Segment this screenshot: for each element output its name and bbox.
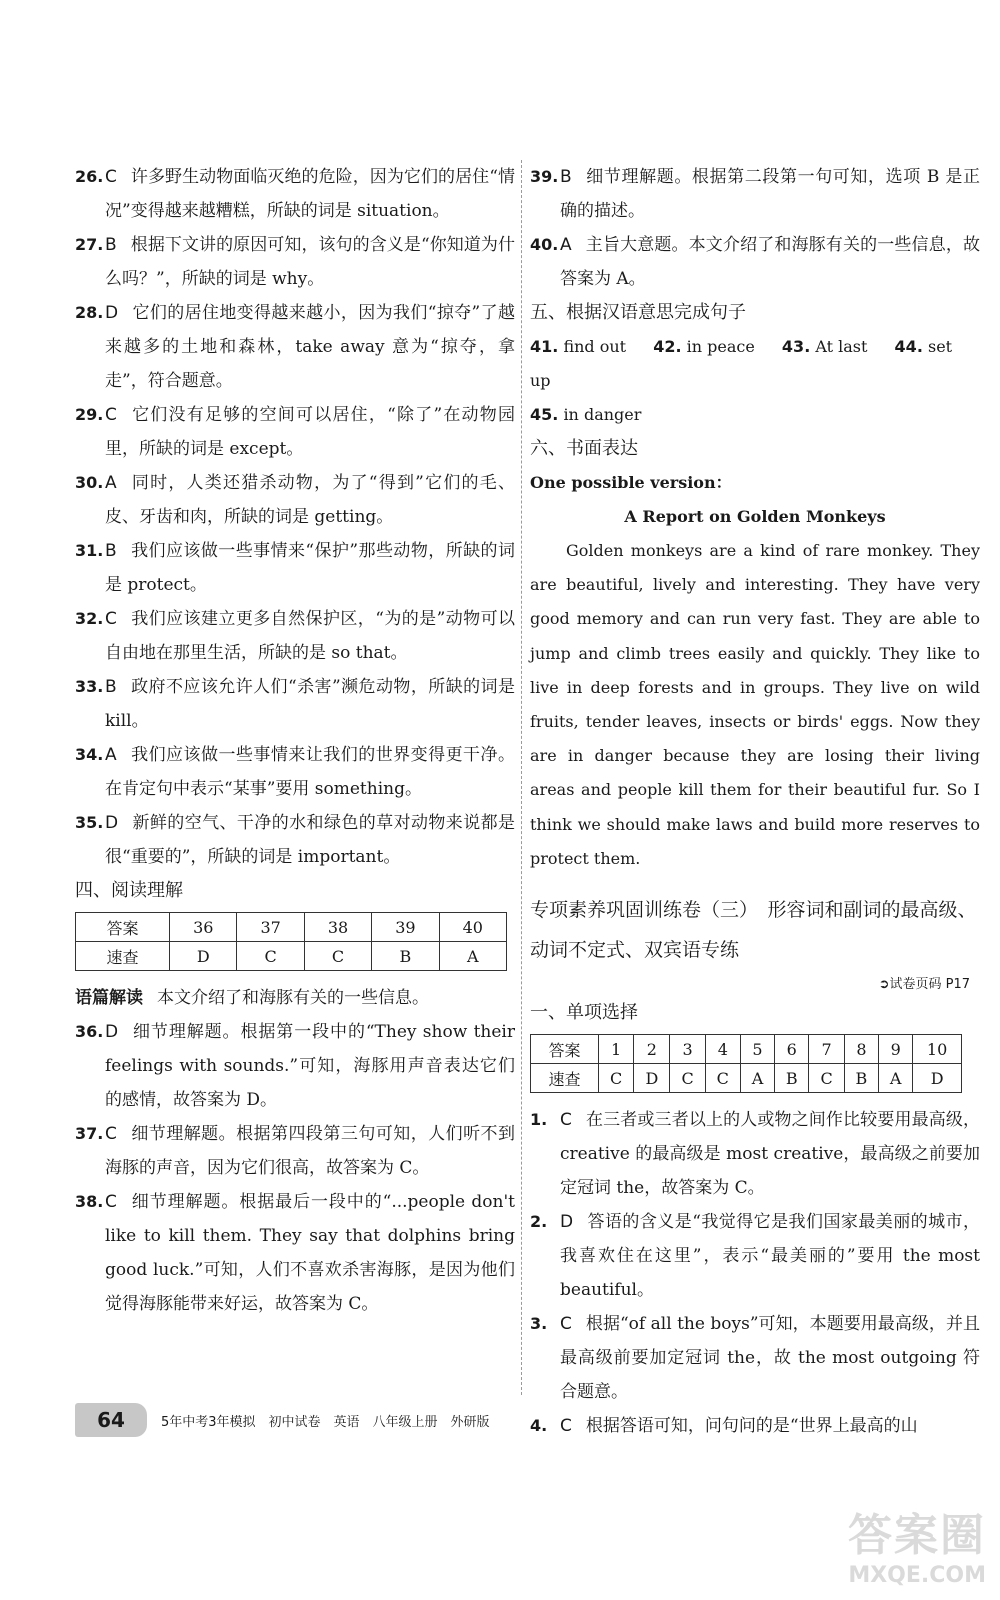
- answer-table-reading: [75, 912, 507, 971]
- table-cell: 10: [913, 1035, 962, 1064]
- phrase-item: [530, 405, 641, 424]
- table-cell: 4: [705, 1035, 740, 1064]
- answer-item: [530, 1307, 980, 1409]
- essay-body: Golden monkeys are a kind of rare monkey. They are beautiful, lively and interesting. They have very good memory and can run very fast. They are able to jump and climb trees easily and quickly. They like to live in deep forests and in groups. They live on wild fruits, tender leaves, insects or birds' eggs. Now they are in danger because they are losing their living areas and people kill them for their beautiful fur. So I think we should make laws and build more reserves to protect them.: [530, 541, 980, 868]
- item-number: 27.: [75, 235, 104, 254]
- item-answer: C: [105, 405, 117, 425]
- page-number: 64: [75, 1403, 147, 1437]
- item-number: 40.: [530, 235, 559, 254]
- table-cell: 答案: [76, 913, 170, 942]
- phrase-number: 42.: [653, 337, 682, 356]
- item-text: 新鲜的空气、干净的水和绿色的草对动物来说都是很“重要的”，所缺的词是 important。: [105, 813, 515, 867]
- table-row: [531, 1064, 962, 1093]
- item-answer: B: [105, 541, 117, 561]
- table-cell: D: [634, 1064, 670, 1093]
- item-number: 36.: [75, 1022, 104, 1041]
- answer-item: [75, 738, 515, 806]
- item-answer: C: [105, 1192, 117, 1212]
- table-cell: B: [844, 1064, 878, 1093]
- answer-item: [75, 160, 515, 228]
- table-cell: 1: [599, 1035, 634, 1064]
- table-cell: C: [670, 1064, 705, 1093]
- table-cell: A: [740, 1064, 774, 1093]
- phrase-number: 44.: [894, 337, 923, 356]
- item-answer: A: [105, 745, 117, 765]
- table-cell: 8: [844, 1035, 878, 1064]
- item-text: 主旨大意题。本文介绍了和海豚有关的一些信息，故答案为 A。: [560, 235, 980, 289]
- table-cell: 3: [670, 1035, 705, 1064]
- note-label: 语篇解读: [75, 988, 143, 1008]
- table-cell: 速查: [531, 1064, 599, 1093]
- table-row: [531, 1035, 962, 1064]
- answer-table-choice: [530, 1034, 962, 1093]
- item-number: 37.: [75, 1124, 104, 1143]
- answer-item: [75, 806, 515, 874]
- item-text: 细节理解题。根据最后一段中的“...people don't like to kill them. They say that dolphins bring good luck.”可知，人们不喜欢杀害海豚，是因为他们觉得海豚能带来好运，故答案为 C。: [105, 1192, 515, 1314]
- note-text: 本文介绍了和海豚有关的一些信息。: [157, 988, 429, 1008]
- item-answer: D: [105, 303, 119, 323]
- item-number: 30.: [75, 473, 104, 492]
- item-text: 根据答语可知，问句问的是“世界上最高的山: [585, 1416, 918, 1437]
- item-number: 39.: [530, 167, 559, 186]
- page-footer: [75, 1403, 490, 1437]
- table-row: [76, 942, 507, 971]
- item-answer: B: [560, 167, 572, 187]
- section-heading-writing: 六、书面表达: [530, 438, 638, 459]
- answer-item: [75, 602, 515, 670]
- table-cell: 6: [775, 1035, 809, 1064]
- answer-item: [75, 296, 515, 398]
- item-text: 许多野生动物面临灭绝的危险，因为它们的居住“情况”变得越来越糟糕，所缺的词是 situation。: [105, 167, 515, 221]
- watermark: [848, 1499, 986, 1588]
- item-answer: C: [105, 1124, 117, 1144]
- table-cell: B: [775, 1064, 809, 1093]
- item-answer: C: [560, 1416, 572, 1437]
- item-number: 31.: [75, 541, 104, 560]
- answer-item: [75, 398, 515, 466]
- answers-36-38: [75, 1015, 515, 1321]
- item-number: 2.: [530, 1212, 548, 1232]
- phrase-number: 41.: [530, 337, 559, 356]
- item-answer: C: [560, 1314, 572, 1335]
- item-text: 同时，人类还猎杀动物，为了“得到”它们的毛、皮、牙齿和肉，所缺的词是 getting。: [105, 473, 515, 527]
- phrase-number: 45.: [530, 405, 559, 424]
- special-training-title: 专项素养巩固训练卷（三） 形容词和副词的最高级、动词不定式、双宾语专练: [530, 899, 977, 962]
- table-cell: A: [439, 942, 506, 971]
- phrase-text: in danger: [563, 405, 642, 424]
- item-number: 3.: [530, 1314, 548, 1334]
- answer-item: [75, 228, 515, 296]
- answer-item: [75, 534, 515, 602]
- table-cell: B: [372, 942, 439, 971]
- item-text: 政府不应该允许人们“杀害”濒危动物，所缺的词是 kill。: [105, 677, 515, 731]
- item-number: 29.: [75, 405, 104, 424]
- item-answer: B: [105, 677, 117, 697]
- answers-39-40: [530, 160, 980, 296]
- answer-item: [75, 1117, 515, 1185]
- table-cell: C: [705, 1064, 740, 1093]
- item-text: 细节理解题。根据第四段第三句可知，人们听不到海豚的声音，因为它们很高，故答案为 C。: [105, 1124, 515, 1178]
- item-text: 在三者或三者以上的人或物之间作比较要用最高级，creative 的最高级是 most creative，最高级之前要加定冠词 the，故答案为 C。: [560, 1110, 980, 1199]
- answer-item: [75, 670, 515, 738]
- item-answer: C: [560, 1110, 572, 1131]
- answer-item: [75, 1185, 515, 1321]
- table-cell: C: [599, 1064, 634, 1093]
- version-label: One possible version：: [530, 473, 732, 492]
- table-cell: 40: [439, 913, 506, 942]
- table-cell: C: [237, 942, 304, 971]
- left-column: [75, 160, 515, 1321]
- table-cell: D: [170, 942, 237, 971]
- table-cell: A: [879, 1064, 913, 1093]
- answer-item: [530, 228, 980, 296]
- item-text: 它们没有足够的空间可以居住，“除了”在动物园里，所缺的词是 except。: [105, 405, 515, 459]
- table-cell: 36: [170, 913, 237, 942]
- item-number: 33.: [75, 677, 104, 696]
- answer-item: [75, 466, 515, 534]
- table-cell: 2: [634, 1035, 670, 1064]
- phrase-item: [530, 337, 626, 356]
- answers-1-4: [530, 1103, 980, 1443]
- table-cell: 5: [740, 1035, 774, 1064]
- table-cell: C: [304, 942, 371, 971]
- item-answer: C: [105, 167, 117, 187]
- item-answer: C: [105, 609, 117, 629]
- phrase-text: find out: [563, 337, 627, 356]
- phrase-text: in peace: [686, 337, 755, 356]
- item-text: 我们应该做一些事情来让我们的世界变得更干净。在肯定句中表示“某事”要用 something。: [105, 745, 515, 799]
- item-answer: B: [105, 235, 117, 255]
- watermark-logo: 答案圈: [848, 1510, 986, 1561]
- watermark-url: MXQE.COM: [848, 1563, 986, 1588]
- table-cell: 39: [372, 913, 439, 942]
- phrase-number: 43.: [781, 337, 811, 356]
- item-answer: A: [105, 473, 117, 493]
- passage-note: [75, 981, 515, 1015]
- item-answer: A: [560, 235, 572, 255]
- item-number: 35.: [75, 813, 104, 832]
- footer-book-info: 5年中考3年模拟 初中试卷 英语 八年级上册 外研版: [161, 1414, 490, 1430]
- table-cell: 速查: [76, 942, 170, 971]
- table-cell: C: [809, 1064, 844, 1093]
- phrase-item: [782, 337, 868, 356]
- table-cell: D: [913, 1064, 962, 1093]
- item-text: 根据下文讲的原因可知，该句的含义是“你知道为什么吗？”，所缺的词是 why。: [105, 235, 515, 289]
- table-row: [76, 913, 507, 942]
- item-number: 26.: [75, 167, 104, 186]
- item-text: 我们应该建立更多自然保护区，“为的是”动物可以自由地在那里生活，所缺的是 so that。: [105, 609, 515, 663]
- answers-26-35: [75, 160, 515, 874]
- phrase-text: At last: [815, 337, 868, 356]
- item-text: 细节理解题。根据第二段第一句可知，选项 B 是正确的描述。: [560, 167, 980, 221]
- answer-item: [75, 1015, 515, 1117]
- table-cell: 7: [809, 1035, 844, 1064]
- phrase-item: [653, 337, 755, 356]
- item-text: 根据“of all the boys”可知，本题要用最高级，并且最高级前要加定冠词 the，故 the most outgoing 符合题意。: [560, 1314, 980, 1403]
- answer-item: [530, 1409, 980, 1443]
- item-number: 34.: [75, 745, 104, 764]
- table-cell: 答案: [531, 1035, 599, 1064]
- item-answer: D: [105, 813, 119, 833]
- item-text: 答语的含义是“我觉得它是我们国家最美丽的城市，我喜欢住在这里”，表示“最美丽的”要用 the most beautiful。: [560, 1212, 980, 1301]
- section-heading-reading: 四、阅读理解: [75, 880, 183, 901]
- item-text: 我们应该做一些事情来“保护”那些动物，所缺的词是 protect。: [105, 541, 515, 595]
- item-number: 38.: [75, 1192, 104, 1211]
- section-heading-choice: 一、单项选择: [530, 1002, 638, 1024]
- phrase-text: set up: [530, 337, 953, 390]
- phrase-answers: [530, 330, 980, 432]
- essay-title: A Report on Golden Monkeys: [624, 507, 886, 526]
- column-divider: [521, 160, 522, 1395]
- item-answer: D: [560, 1212, 574, 1233]
- item-answer: D: [105, 1022, 119, 1042]
- table-cell: 37: [237, 913, 304, 942]
- item-number: 32.: [75, 609, 104, 628]
- section-heading-translation: 五、根据汉语意思完成句子: [530, 302, 746, 323]
- answer-item: [530, 1205, 980, 1307]
- item-text: 细节理解题。根据第一段中的“They show their feelings with sounds.”可知，海豚用声音表达它们的感情，故答案为 D。: [105, 1022, 515, 1110]
- table-cell: 9: [879, 1035, 913, 1064]
- page-reference: ➲试卷页码 P17: [878, 977, 970, 993]
- item-number: 1.: [530, 1110, 548, 1130]
- item-number: 28.: [75, 303, 104, 322]
- item-text: 它们的居住地变得越来越小，因为我们“掠夺”了越来越多的土地和森林，take away 意为“掠夺，拿走”，符合题意。: [105, 303, 515, 391]
- item-number: 4.: [530, 1416, 548, 1436]
- answer-item: [530, 1103, 980, 1205]
- answer-item: [530, 160, 980, 228]
- table-cell: 38: [304, 913, 371, 942]
- right-column: [530, 160, 980, 1443]
